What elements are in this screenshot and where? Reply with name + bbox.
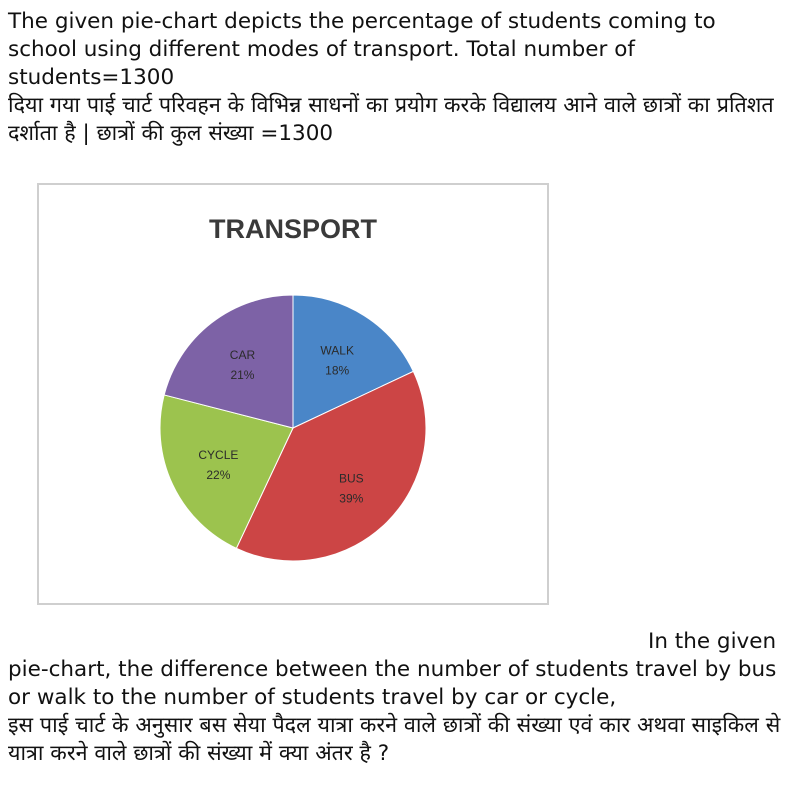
- question-english-top: The given pie-chart depicts the percentage of students coming to school using different modes of transport. Total number of students=1300: [8, 9, 716, 90]
- question-hindi-top: दिया गया पाई चार्ट परिवहन के विभिन्न साधनों का प्रयोग करके विद्यालय आने वाले छात्रों का प्रतिशत दर्शाता है | छात्रों की कुल संख्या =1300: [8, 93, 774, 146]
- slice-label-bus: BUS: [338, 471, 364, 486]
- chart-frame: [37, 183, 549, 605]
- slice-value-walk: 18%: [325, 363, 350, 378]
- question-top: [8, 8, 790, 148]
- slice-value-bus: 39%: [339, 491, 364, 506]
- slice-label-cycle: CYCLE: [198, 448, 239, 463]
- slice-value-car: 21%: [230, 367, 255, 382]
- slice-value-cycle: 22%: [206, 468, 231, 483]
- chart-title: TRANSPORT: [209, 214, 377, 244]
- pie-chart-image: [32, 178, 577, 618]
- question-hindi-bottom: इस पाई चार्ट के अनुसार बस सेया पैदल यात्रा करने वाले छात्रों की संख्या एवं कार अथवा साइकिल से यात्रा करने वाले छात्रों की संख्या में क्या अंतर है ?: [8, 713, 781, 766]
- pie-chart: [39, 185, 547, 603]
- question-english-bottom: In the given pie-chart, the difference between the number of students travel by bus or walk to the number of students travel by car or cycle,: [8, 629, 777, 710]
- slice-label-walk: WALK: [320, 343, 354, 358]
- question-bottom: [8, 628, 792, 768]
- slice-label-car: CAR: [229, 347, 256, 362]
